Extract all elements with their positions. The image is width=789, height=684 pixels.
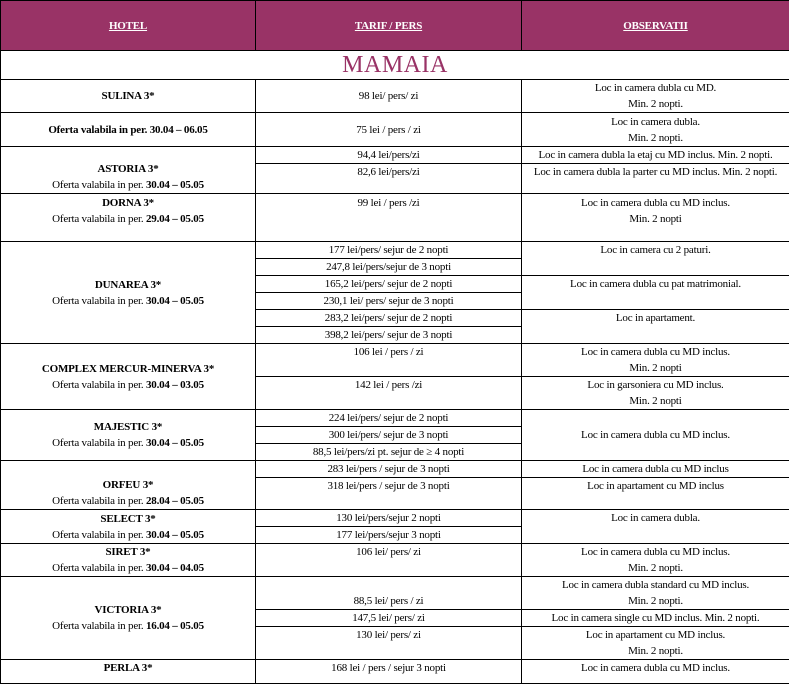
obs-cell bbox=[522, 164, 789, 194]
hotel-cell bbox=[1, 544, 256, 577]
obs-cell bbox=[522, 377, 789, 410]
rate-cell bbox=[256, 660, 522, 684]
rate: 98 lei/ pers/ zi bbox=[359, 90, 418, 102]
observation: Min. 2 nopti bbox=[524, 211, 787, 227]
rate: 106 lei / pers / zi bbox=[354, 346, 424, 358]
offer-period: Oferta valabila in per. 30.04 – 03.05 bbox=[3, 377, 253, 393]
hotel-name: SULINA 3* bbox=[3, 88, 253, 104]
rate-cell bbox=[256, 610, 522, 627]
observation: Loc in camera single cu MD inclus. Min. 2 nopti. bbox=[524, 610, 787, 626]
observation: Loc in camera dubla cu MD inclus bbox=[524, 461, 787, 477]
rate-cell bbox=[256, 344, 522, 377]
hotel-cell bbox=[1, 577, 256, 660]
rate-cell bbox=[256, 444, 522, 461]
rate-cell bbox=[256, 427, 522, 444]
hotel-cell bbox=[1, 113, 256, 147]
observation: Loc in apartament cu MD inclus. bbox=[524, 627, 787, 643]
obs-cell bbox=[522, 344, 789, 377]
hotel-cell bbox=[1, 410, 256, 461]
rate: 147,5 lei/ pers/ zi bbox=[352, 612, 425, 624]
hotel-cell bbox=[1, 242, 256, 344]
observation: Loc in camera dubla la parter cu MD inclus. Min. 2 nopti. bbox=[524, 164, 787, 180]
table-row bbox=[1, 242, 789, 259]
hotel-name: DORNA 3* bbox=[3, 195, 253, 211]
hotel-cell bbox=[1, 510, 256, 544]
rate: 82,6 lei/pers/zi bbox=[357, 166, 419, 178]
rate: 300 lei/pers/ sejur de 3 nopti bbox=[329, 429, 449, 441]
offer-period: Oferta valabila in per. 30.04 – 05.05 bbox=[3, 527, 253, 543]
offer-period: Oferta valabila in per. 30.04 – 04.05 bbox=[3, 560, 253, 576]
rate: 165,2 lei/pers/ sejur de 2 nopti bbox=[325, 278, 452, 290]
observation: Loc in camera dubla cu MD. bbox=[524, 80, 787, 96]
rate-cell bbox=[256, 377, 522, 410]
header-observatii: OBSERVATII bbox=[522, 1, 789, 51]
rate-cell bbox=[256, 242, 522, 259]
observation: Loc in apartament cu MD inclus bbox=[524, 478, 787, 494]
obs-cell bbox=[522, 80, 789, 113]
observation: Min. 2 nopti. bbox=[524, 593, 787, 609]
hotel-cell bbox=[1, 147, 256, 194]
obs-cell bbox=[522, 194, 789, 242]
hotel-name: MAJESTIC 3* bbox=[3, 419, 253, 435]
offer-period: Oferta valabila in per. 16.04 – 05.05 bbox=[3, 618, 253, 634]
obs-cell bbox=[522, 410, 789, 461]
hotel-cell bbox=[1, 80, 256, 113]
rate-cell bbox=[256, 544, 522, 577]
rate-cell bbox=[256, 478, 522, 510]
offer-period: Oferta valabila in per. 30.04 – 05.05 bbox=[3, 435, 253, 451]
table-row bbox=[1, 344, 789, 377]
hotel-name: DUNAREA 3* bbox=[3, 277, 253, 293]
hotel-cell bbox=[1, 194, 256, 242]
table-row bbox=[1, 80, 789, 113]
offer-period: Oferta valabila in per. 29.04 – 05.05 bbox=[3, 211, 253, 227]
obs-cell bbox=[522, 478, 789, 510]
rate-cell bbox=[256, 327, 522, 344]
header-hotel: HOTEL bbox=[1, 1, 256, 51]
hotel-cell bbox=[1, 461, 256, 510]
city-row bbox=[1, 51, 789, 80]
rate: 224 lei/pers/ sejur de 2 nopti bbox=[329, 412, 449, 424]
observation: Loc in camera dubla cu MD inclus. bbox=[524, 344, 787, 360]
rate-cell bbox=[256, 527, 522, 544]
observation: Min. 2 nopti bbox=[524, 360, 787, 376]
offer-period: Oferta valabila in per. 30.04 – 05.05 bbox=[3, 293, 253, 309]
table-row bbox=[1, 113, 789, 147]
table-row bbox=[1, 410, 789, 427]
table-row bbox=[1, 510, 789, 527]
rate-cell bbox=[256, 410, 522, 427]
observation: Loc in apartament. bbox=[524, 310, 787, 326]
rate-cell bbox=[256, 293, 522, 310]
table-row bbox=[1, 461, 789, 478]
rate-cell bbox=[256, 113, 522, 147]
obs-cell bbox=[522, 577, 789, 610]
observation: Loc in camera dubla la etaj cu MD inclus. Min. 2 nopti. bbox=[524, 147, 787, 163]
rate-cell bbox=[256, 510, 522, 527]
table-row bbox=[1, 577, 789, 610]
rate: 142 lei / pers /zi bbox=[355, 379, 422, 391]
hotel-name: ASTORIA 3* bbox=[3, 161, 253, 177]
rate: 230,1 lei/ pers/ sejur de 3 nopti bbox=[324, 295, 454, 307]
rate: 130 lei/ pers/ zi bbox=[356, 629, 421, 641]
obs-cell bbox=[522, 242, 789, 276]
rate: 398,2 lei/pers/ sejur de 3 nopti bbox=[325, 329, 452, 341]
table-row bbox=[1, 147, 789, 164]
hotel-name: ORFEU 3* bbox=[3, 477, 253, 493]
hotel-name: COMPLEX MERCUR-MINERVA 3* bbox=[3, 361, 253, 377]
rate-cell bbox=[256, 577, 522, 610]
observation: Loc in camera dubla standard cu MD inclus. bbox=[524, 577, 787, 593]
observation: Loc in camera dubla cu MD inclus. bbox=[524, 544, 787, 560]
hotel-name: PERLA 3* bbox=[3, 660, 253, 676]
rate: 106 lei/ pers/ zi bbox=[356, 546, 421, 558]
obs-cell bbox=[522, 113, 789, 147]
rate-cell bbox=[256, 276, 522, 293]
rate: 88,5 lei/ pers / zi bbox=[354, 595, 424, 607]
rate-cell bbox=[256, 627, 522, 660]
obs-cell bbox=[522, 627, 789, 660]
rate-cell bbox=[256, 461, 522, 478]
observation: Min. 2 nopti. bbox=[524, 643, 787, 659]
rate: 88,5 lei/pers/zi pt. sejur de ≥ 4 nopti bbox=[313, 446, 464, 458]
rate: 130 lei/pers/sejur 2 nopti bbox=[336, 512, 440, 524]
rate: 318 lei/pers / sejur de 3 nopti bbox=[327, 480, 449, 492]
hotel-cell bbox=[1, 344, 256, 410]
rate: 283 lei/pers / sejur de 3 nopti bbox=[327, 463, 449, 475]
rate-cell bbox=[256, 259, 522, 276]
observation: Loc in camera cu 2 paturi. bbox=[524, 242, 787, 258]
offer-period: Oferta valabila in per. 28.04 – 05.05 bbox=[3, 493, 253, 509]
table-row bbox=[1, 544, 789, 577]
table-row bbox=[1, 660, 789, 684]
obs-cell bbox=[522, 544, 789, 577]
rate-cell bbox=[256, 80, 522, 113]
obs-cell bbox=[522, 276, 789, 310]
rate: 168 lei / pers / sejur 3 nopti bbox=[331, 662, 446, 674]
obs-cell bbox=[522, 660, 789, 684]
obs-cell bbox=[522, 510, 789, 544]
header-row bbox=[1, 1, 789, 51]
observation: Loc in camera dubla cu pat matrimonial. bbox=[524, 276, 787, 292]
observation: Loc in camera dubla cu MD inclus. bbox=[524, 660, 787, 676]
rate: 177 lei/pers/sejur 3 nopti bbox=[336, 529, 440, 541]
rate-cell bbox=[256, 194, 522, 242]
table-row bbox=[1, 194, 789, 242]
offer-period: Oferta valabila in per. 30.04 – 05.05 bbox=[3, 177, 253, 193]
observation: Loc in camera dubla cu MD inclus. bbox=[524, 427, 787, 443]
observation: Loc in camera dubla. bbox=[524, 114, 787, 130]
observation: Loc in camera dubla cu MD inclus. bbox=[524, 195, 787, 211]
observation: Min. 2 nopti. bbox=[524, 96, 787, 112]
offer-period: Oferta valabila in per. 30.04 – 06.05 bbox=[3, 122, 253, 138]
rate-cell bbox=[256, 164, 522, 194]
obs-cell bbox=[522, 610, 789, 627]
obs-cell bbox=[522, 461, 789, 478]
header-tarif: TARIF / PERS bbox=[256, 1, 522, 51]
hotel-name: VICTORIA 3* bbox=[3, 602, 253, 618]
observation: Min. 2 nopti bbox=[524, 393, 787, 409]
observation: Loc in camera dubla. bbox=[524, 510, 787, 526]
rate-cell bbox=[256, 310, 522, 327]
rate: 283,2 lei/pers/ sejur de 2 nopti bbox=[325, 312, 452, 324]
rate: 75 lei / pers / zi bbox=[356, 124, 421, 136]
hotel-cell bbox=[1, 660, 256, 684]
observation: Loc in garsoniera cu MD inclus. bbox=[524, 377, 787, 393]
hotel-name: SELECT 3* bbox=[3, 511, 253, 527]
observation: Min. 2 nopti. bbox=[524, 560, 787, 576]
rate-cell bbox=[256, 147, 522, 164]
obs-cell bbox=[522, 147, 789, 164]
rate: 94,4 lei/pers/zi bbox=[357, 149, 419, 161]
observation: Min. 2 nopti. bbox=[524, 130, 787, 146]
rate: 99 lei / pers /zi bbox=[358, 197, 420, 209]
hotel-name: SIRET 3* bbox=[3, 544, 253, 560]
city-title: MAMAIA bbox=[1, 51, 789, 80]
rate: 247,8 lei/pers/sejur de 3 nopti bbox=[326, 261, 451, 273]
rate: 177 lei/pers/ sejur de 2 nopti bbox=[329, 244, 449, 256]
obs-cell bbox=[522, 310, 789, 344]
